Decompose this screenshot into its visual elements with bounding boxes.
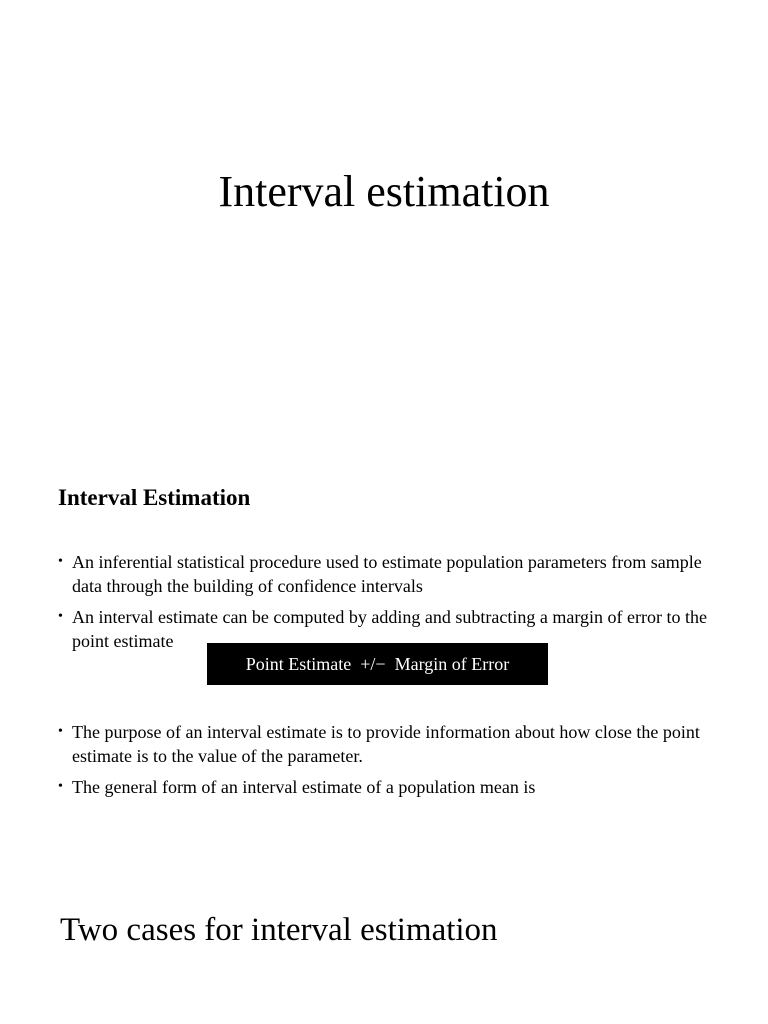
bullet-marker: •	[58, 554, 63, 569]
bullet-text: The purpose of an interval estimate is to provide information about how close the point estimate is to the value of the parameter.	[72, 722, 700, 766]
slide-title: Interval estimation	[218, 167, 550, 216]
bullet-item	[58, 720, 728, 768]
formula-box: Point Estimate +/− Margin of Error	[207, 643, 548, 685]
bullet-marker: •	[58, 724, 63, 739]
bullet-text: The general form of an interval estimate of a population mean is	[72, 777, 536, 797]
bullet-marker: •	[58, 609, 63, 624]
slide3-title: Two cases for interval estimation	[60, 912, 498, 948]
bullet-item	[58, 775, 728, 799]
bullet-text: An inferential statistical procedure used to estimate population parameters from sample data through the building of confidence intervals	[72, 552, 702, 596]
bullet-item	[58, 550, 728, 598]
bullet-marker: •	[58, 779, 63, 794]
bullet-text: An interval estimate can be computed by adding and subtracting a margin of error to the point estimate	[72, 607, 707, 651]
section-heading: Interval Estimation	[58, 485, 251, 510]
